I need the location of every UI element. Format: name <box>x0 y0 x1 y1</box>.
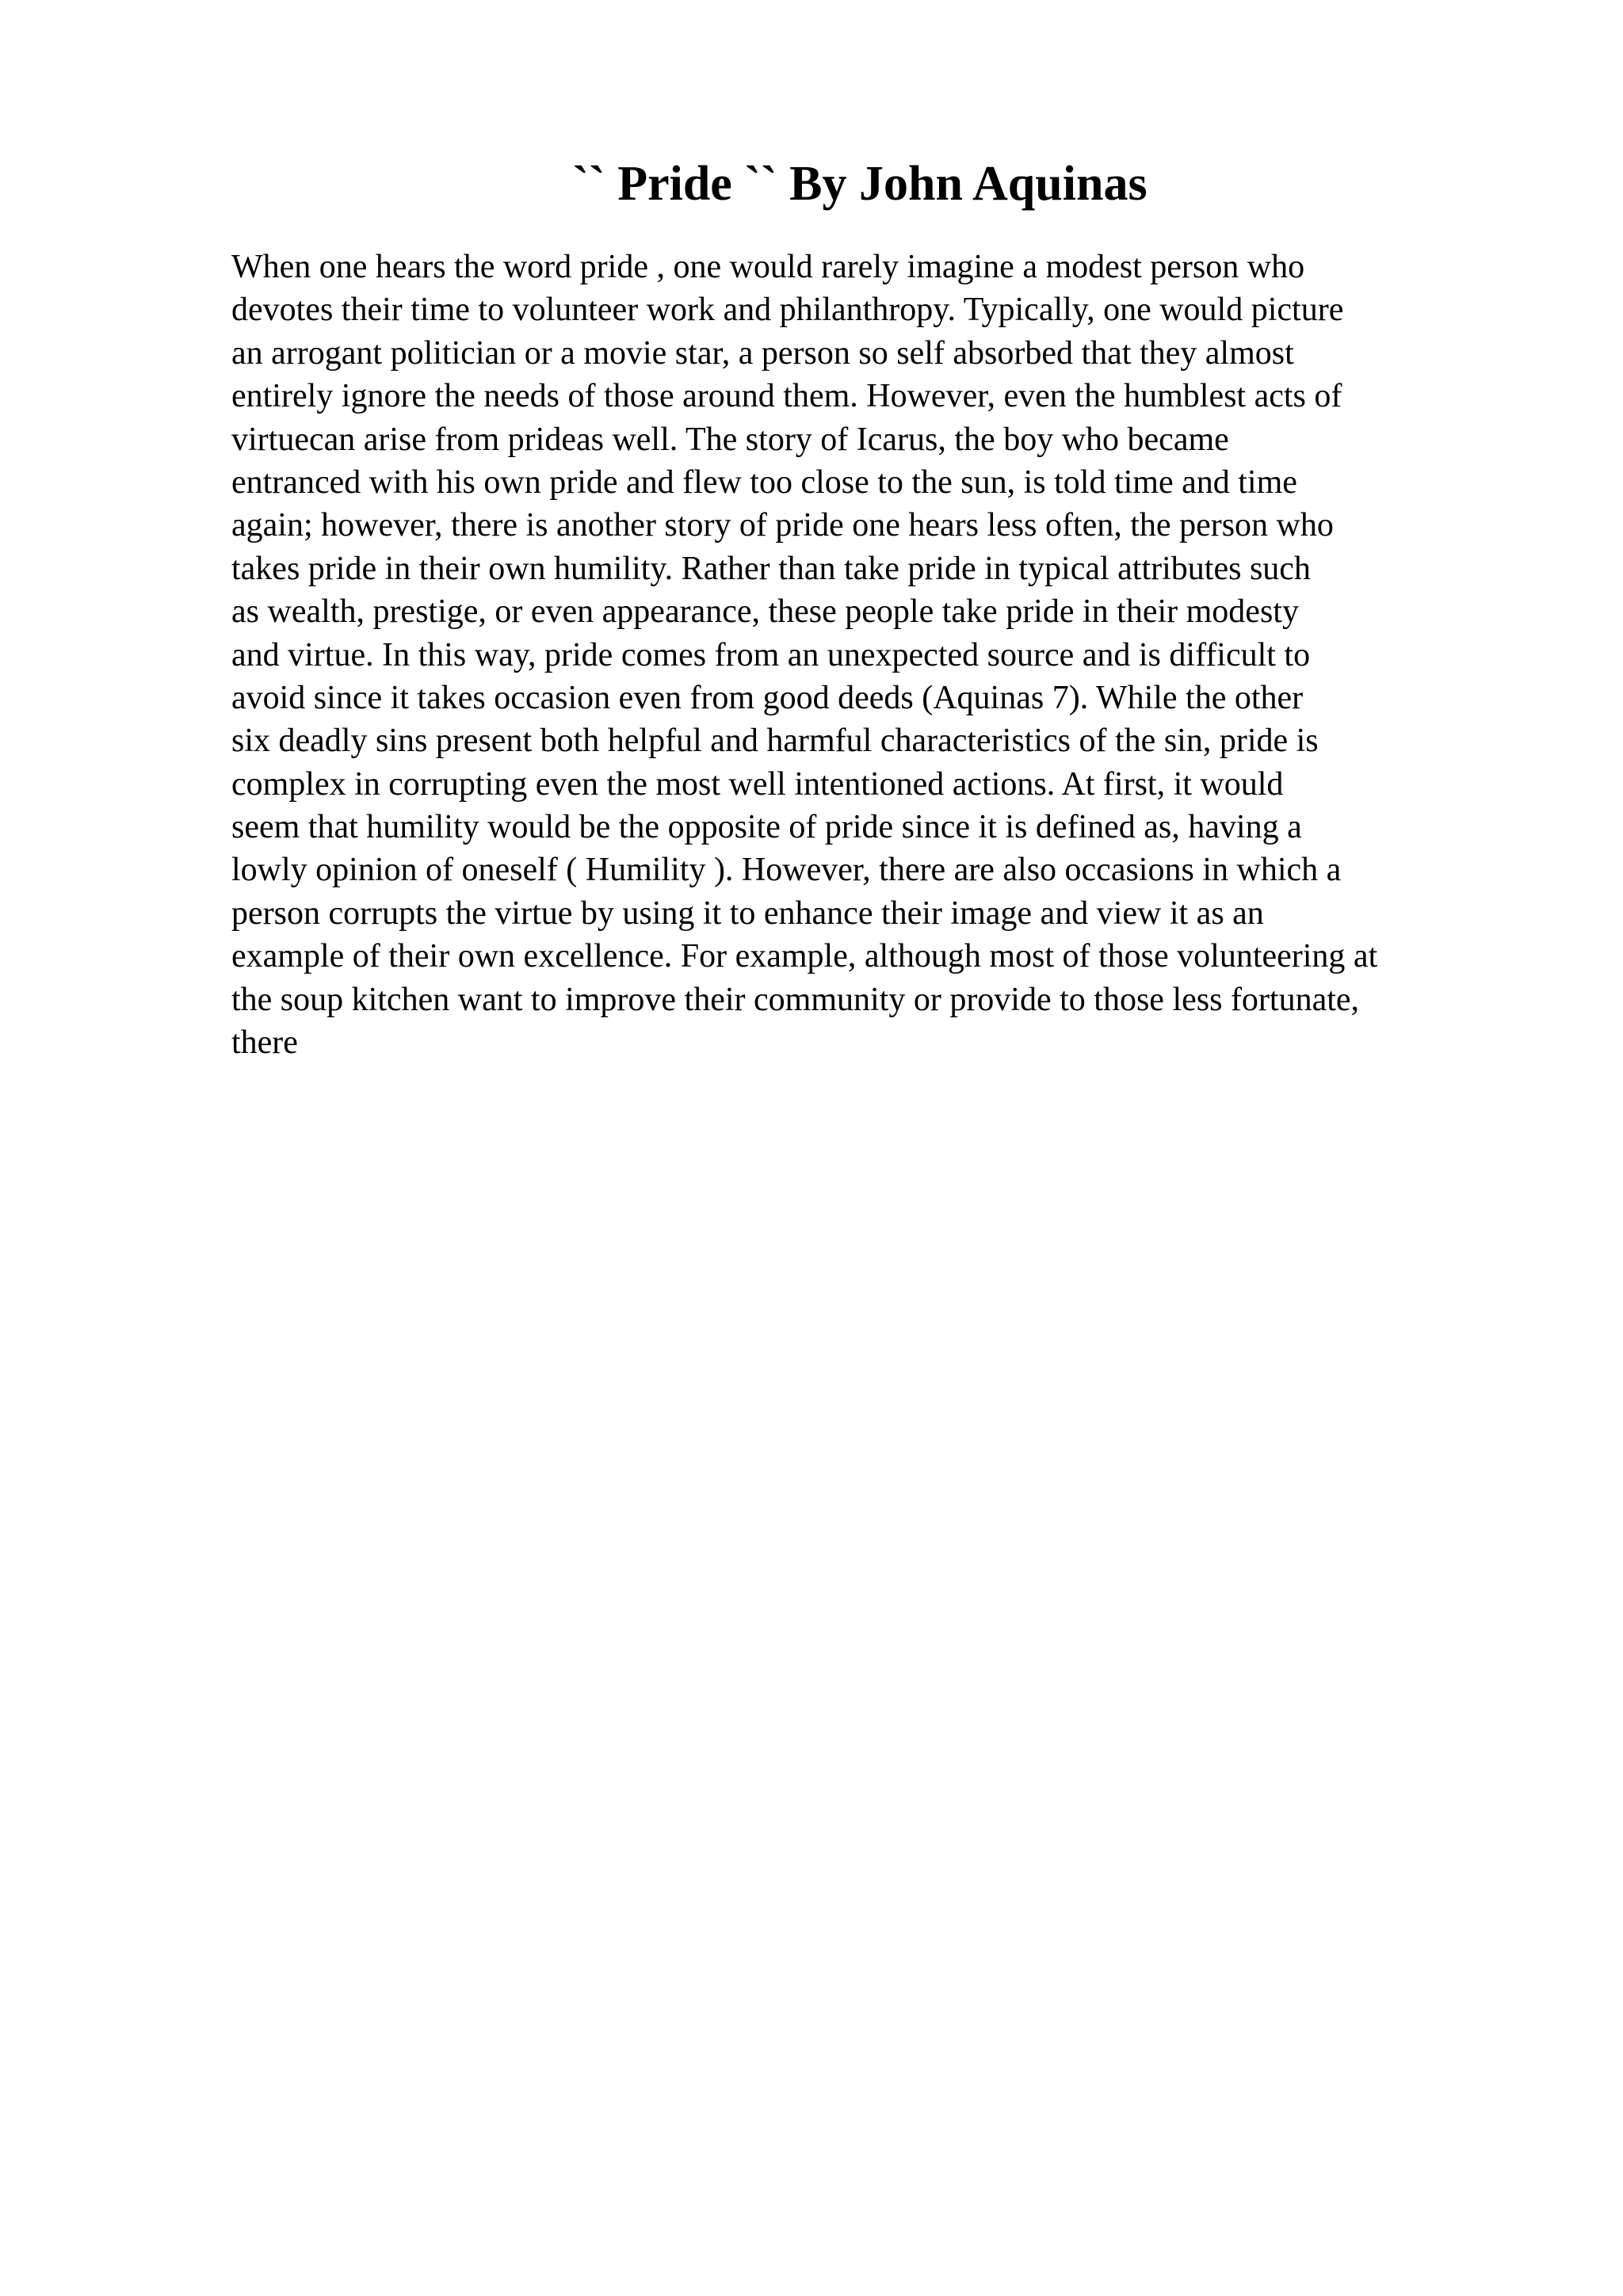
body-line: example of their own excellence. For example, although most of those volunteering at <box>231 938 1378 975</box>
body-line: the soup kitchen want to improve their community or provide to those less fortunate, <box>231 981 1360 1018</box>
body-line: lowly opinion of oneself ( Humility ). However, there are also occasions in which a <box>231 852 1342 889</box>
body-line: again; however, there is another story of pride one hears less often, the person who <box>231 507 1334 544</box>
body-line: entirely ignore the needs of those around them. However, even the humblest acts of <box>231 378 1342 415</box>
body-line: devotes their time to volunteer work and philanthropy. Typically, one would picture <box>231 292 1344 329</box>
document-body <box>231 246 1563 1064</box>
body-line: avoid since it takes occasion even from good deeds (Aquinas 7). While the other <box>231 679 1304 716</box>
body-line: six deadly sins present both helpful and harmful characteristics of the sin, pride is <box>231 723 1319 760</box>
body-line: person corrupts the virtue by using it to enhance their image and view it as an <box>231 894 1264 932</box>
body-line: and virtue. In this way, pride comes from an unexpected source and is difficult to <box>231 636 1311 673</box>
body-line: seem that humility would be the opposite of pride since it is defined as, having a <box>231 809 1302 846</box>
body-line: takes pride in their own humility. Rather than take pride in typical attributes such <box>231 550 1311 587</box>
body-line: complex in corrupting even the most well intentioned actions. At first, it would <box>231 765 1284 803</box>
body-line: When one hears the word pride , one would rarely imagine a modest person who <box>231 249 1305 285</box>
body-line: entranced with his own pride and flew too close to the sun, is told time and time <box>231 463 1297 501</box>
body-line: there <box>231 1024 298 1062</box>
body-line: an arrogant politician or a movie star, a person so self absorbed that they almost <box>231 334 1294 372</box>
document-title: `` Pride `` By John Aquinas <box>572 157 1148 211</box>
body-line: as wealth, prestige, or even appearance, these people take pride in their modesty <box>231 593 1299 631</box>
body-line: virtuecan arise from prideas well. The story of Icarus, the boy who became <box>231 421 1229 458</box>
